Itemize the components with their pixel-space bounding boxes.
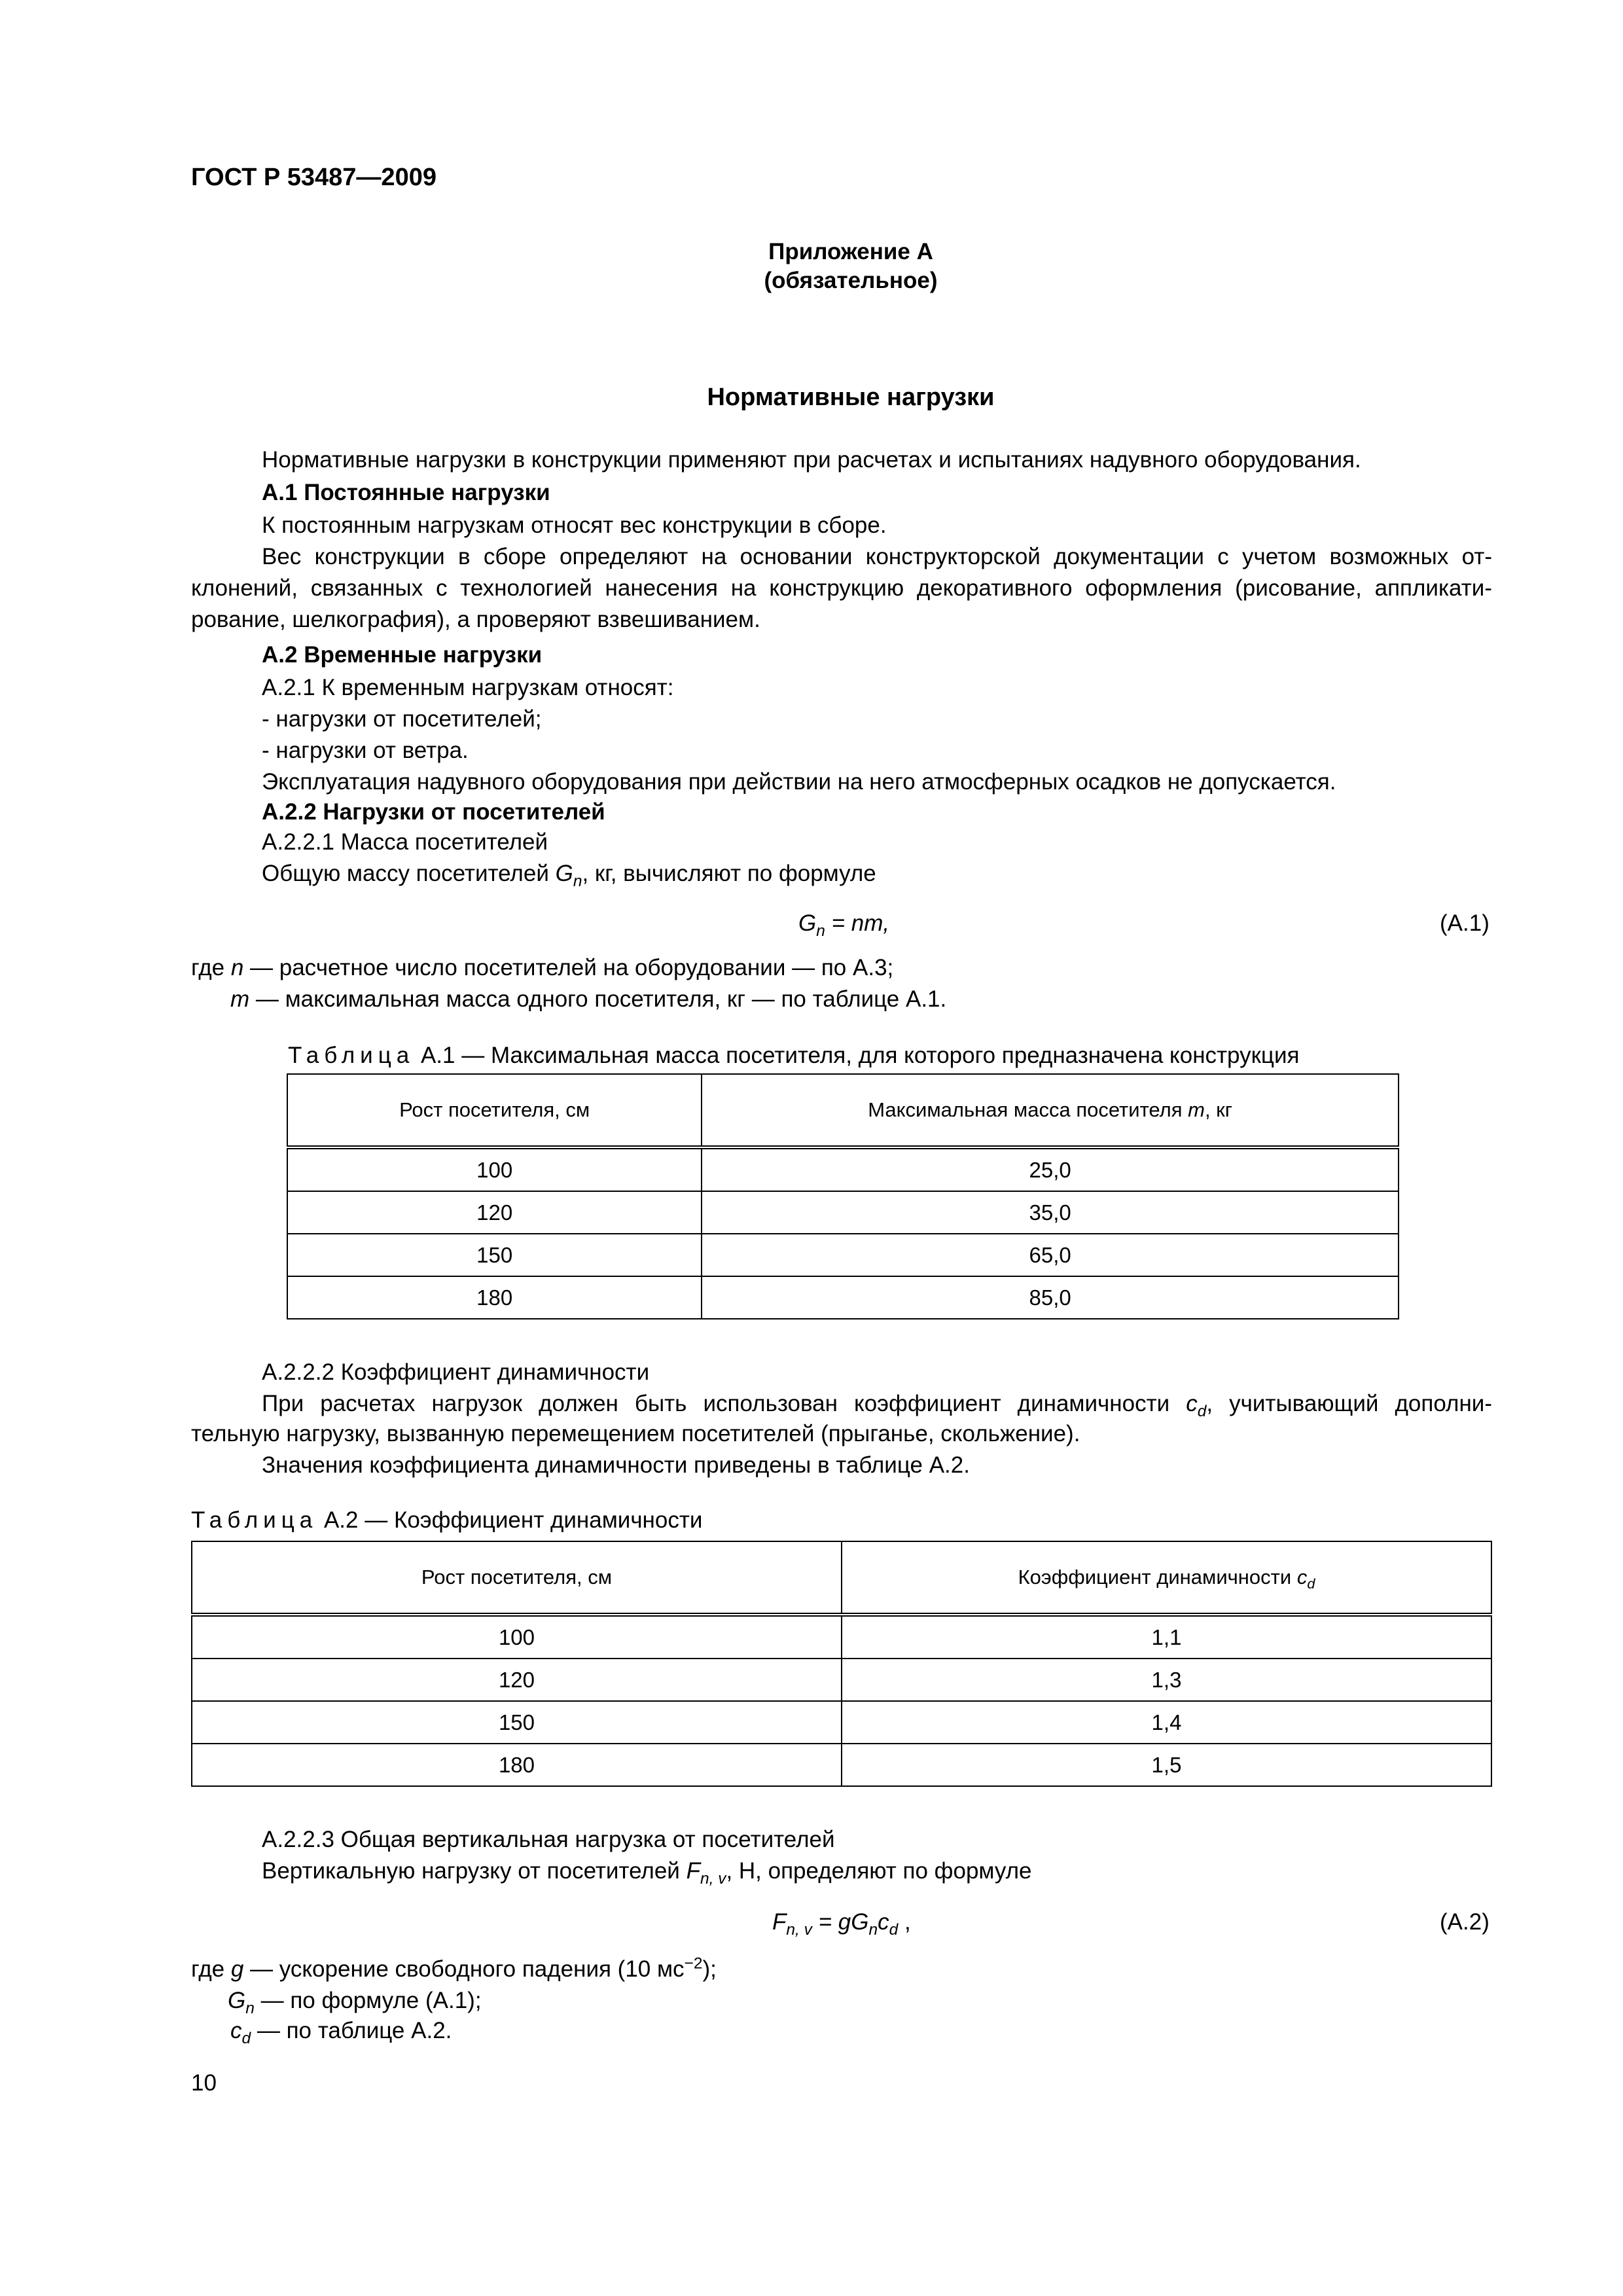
a1-paragraph-2-line-2: клонений, связанных с технологией нанесения на конструкцию декоративного оформления (рисование, аппликати- bbox=[191, 575, 1492, 601]
table1-header-height: Рост посетителя, см bbox=[287, 1074, 702, 1147]
table-row: 150 1,4 bbox=[192, 1701, 1491, 1744]
table-row: 180 85,0 bbox=[287, 1276, 1399, 1319]
a2222-line-2: тельную нагрузку, вызванную перемещением посетителей (прыганье, скольжение). bbox=[191, 1421, 1080, 1446]
a2223-heading: А.2.2.3 Общая вертикальная нагрузка от посетителей bbox=[262, 1827, 835, 1852]
a2222-line-3: Значения коэффициента динамичности приведены в таблице А.2. bbox=[262, 1452, 970, 1478]
formula-a1: $G_n$ = nm, bbox=[798, 910, 890, 940]
a2221-heading: А.2.2.1 Масса посетителей bbox=[262, 829, 548, 855]
table-a2 bbox=[191, 1541, 1492, 1787]
where-line-g: где g — ускорение свободного падения (10 $мс^{-2}$); bbox=[191, 1954, 717, 1982]
a21-text: А.2.1 К временным нагрузкам относят: bbox=[262, 675, 674, 700]
list-item: - нагрузки от посетителей; bbox=[262, 706, 542, 732]
table-row: 100 25,0 bbox=[287, 1147, 1399, 1191]
section-title: Нормативные нагрузки bbox=[707, 384, 995, 411]
formula-a2: $F_{n, v} = gG_nc_d$ , bbox=[772, 1909, 911, 1939]
a2222-line-1: При расчетах нагрузок должен быть использован коэффициент динамичности $c_d$, учитывающий дополни- bbox=[262, 1391, 1492, 1420]
vertical-load-intro: Вертикальную нагрузку от посетителей $F_{n, v}$, Н, определяют по формуле bbox=[262, 1858, 1032, 1888]
where-line-cd: $c_d$ — по таблице А.2. bbox=[230, 2018, 452, 2047]
table2-header-height: Рост посетителя, см bbox=[192, 1541, 842, 1615]
where-line-n: где n — расчетное число посетителей на оборудовании — по А.3; bbox=[191, 955, 894, 980]
a1-heading: А.1 Постоянные нагрузки bbox=[262, 480, 550, 505]
appendix-status: (обязательное) bbox=[764, 268, 938, 293]
a1-paragraph-2-line-3: рование, шелкография), а проверяют взвешиванием. bbox=[191, 607, 760, 632]
document-header: ГОСТ Р 53487—2009 bbox=[191, 164, 437, 191]
where-line-gn: $G_n$ — по формуле (А.1); bbox=[228, 1988, 482, 2017]
precipitation-note: Эксплуатация надувного оборудования при действии на него атмосферных осадков не допускается. bbox=[262, 769, 1336, 795]
table-row: 120 35,0 bbox=[287, 1191, 1399, 1234]
table1-header-mass: Максимальная масса посетителя m, кг bbox=[702, 1074, 1399, 1147]
table-a1 bbox=[287, 1073, 1399, 1319]
a2-heading: А.2 Временные нагрузки bbox=[262, 642, 543, 668]
table-row: 120 1,3 bbox=[192, 1659, 1491, 1701]
a2222-heading: А.2.2.2 Коэффициент динамичности bbox=[262, 1359, 650, 1385]
appendix-title: Приложение А bbox=[768, 239, 933, 264]
table2-caption: Таблица А.2 — Коэффициент динамичности bbox=[191, 1507, 703, 1533]
where-line-m: m — максимальная масса одного посетителя, кг — по таблице А.1. bbox=[230, 986, 947, 1012]
formula-a2-number: (А.2) bbox=[1440, 1909, 1489, 1935]
a222-heading: А.2.2 Нагрузки от посетителей bbox=[262, 799, 605, 825]
table1-caption: Таблица А.1 — Максимальная масса посетителя, для которого предназначена конструкция bbox=[288, 1043, 1300, 1068]
a1-paragraph-1: К постоянным нагрузкам относят вес конструкции в сборе. bbox=[262, 512, 887, 538]
table-row: 150 65,0 bbox=[287, 1234, 1399, 1276]
mass-formula-intro: Общую массу посетителей $G_n$, кг, вычисляют по формуле bbox=[262, 861, 876, 890]
table2-header-coefficient: Коэффициент динамичности $c_d$ bbox=[842, 1541, 1491, 1615]
page-number: 10 bbox=[191, 2070, 217, 2096]
intro-paragraph: Нормативные нагрузки в конструкции применяют при расчетах и испытаниях надувного оборудования. bbox=[262, 447, 1361, 473]
table-row: 180 1,5 bbox=[192, 1744, 1491, 1786]
table-row: 100 1,1 bbox=[192, 1615, 1491, 1659]
a1-paragraph-2-line-1: Вес конструкции в сборе определяют на основании конструкторской документации с учетом возможных от- bbox=[262, 544, 1492, 569]
formula-a1-number: (А.1) bbox=[1440, 910, 1489, 936]
list-item: - нагрузки от ветра. bbox=[262, 738, 469, 763]
